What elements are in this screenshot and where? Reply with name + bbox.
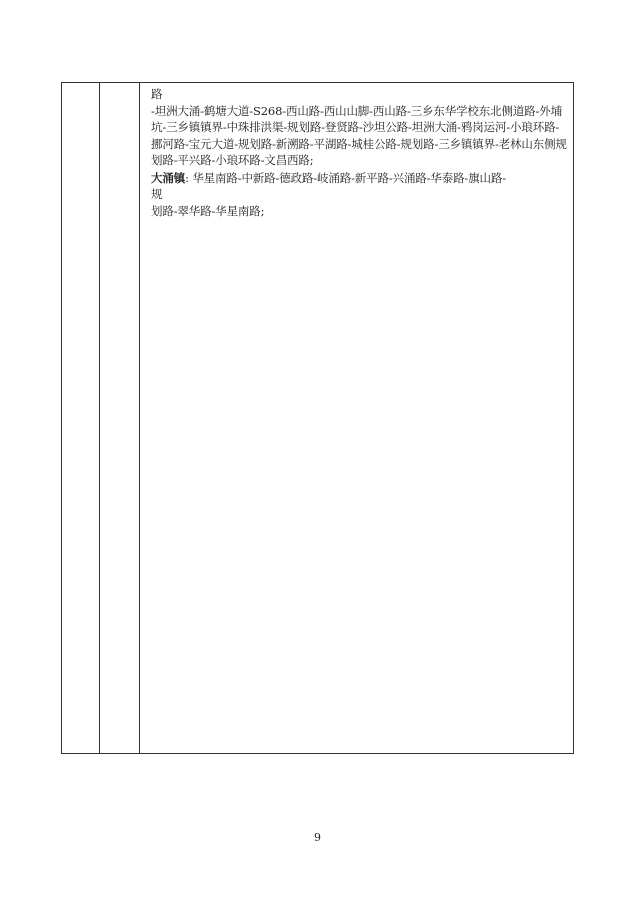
route-text-paragraph: -坦洲大涌-鹤塘大道-S268-西山路-西山山脚-西山路-三乡东华学校东北侧道路-外埔坑-三乡镇镇界-中珠排洪渠-规划路-登贤路-沙坦公路-坦洲大涌-鸦岗运河-小琅环路-挪河路-宝元大道-规划路-新溯路-平湖路-城桂公路-规划路-三乡镇镇界-老林山东侧规划路-平兴路-小琅环路-文昌西路; (151, 103, 567, 167)
town-route-text: 规 (151, 187, 163, 201)
town-route-block (151, 170, 569, 220)
page-number: 9 (314, 831, 321, 844)
content-table (61, 82, 574, 754)
town-route-text: 划路-翠华路-华星南路; (151, 203, 265, 218)
route-description-cell (151, 86, 569, 219)
table-column-divider (99, 83, 100, 753)
town-route-text: 华星南路-中新路-德政路-岐涌路-新平路-兴涌路-华泰路-旗山路- (192, 170, 506, 185)
table-column-divider (139, 83, 140, 753)
town-name-label: 大涌镇 (151, 170, 186, 185)
town-name-colon: : (185, 170, 189, 185)
route-text-continuation: 路 (151, 87, 163, 101)
